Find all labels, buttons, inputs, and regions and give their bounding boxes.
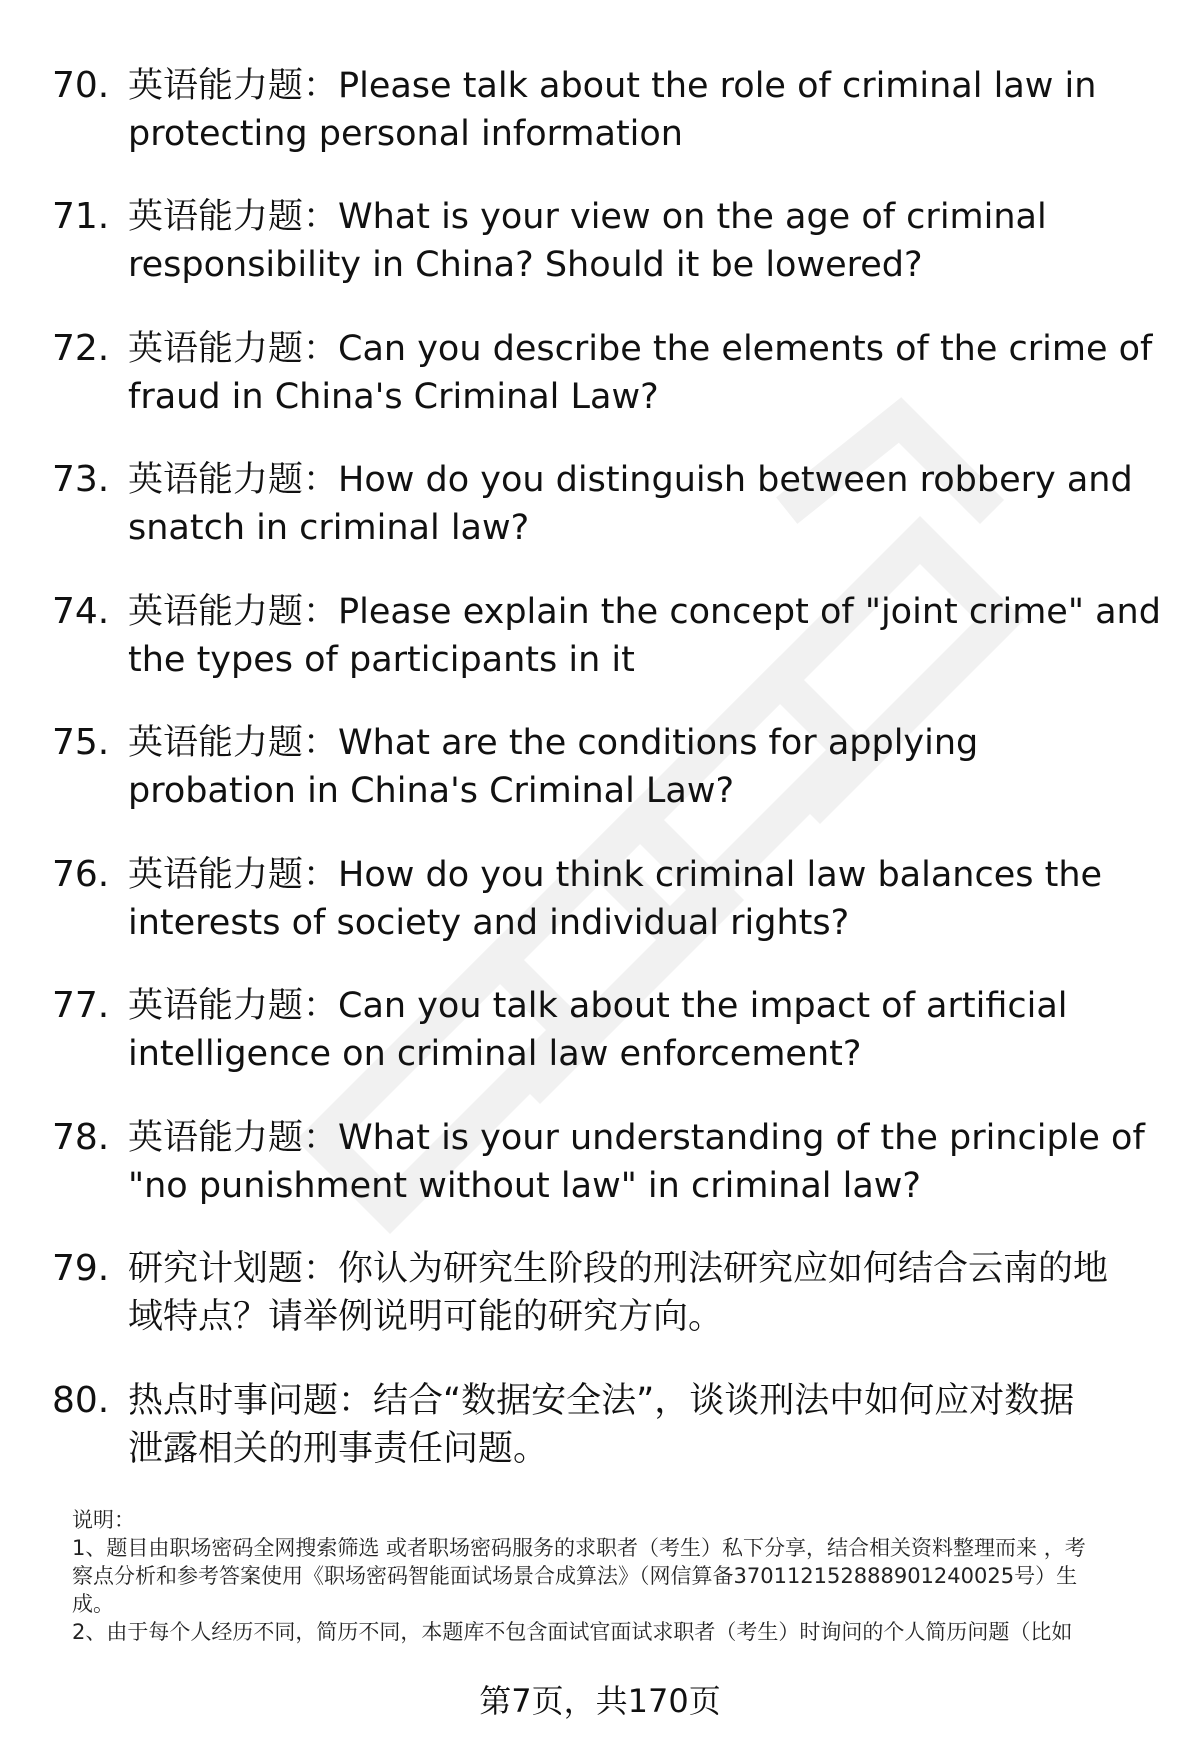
question-text	[128, 851, 1148, 947]
question-line: 泄露相关的刑事责任问题。	[128, 1429, 549, 1469]
question-line: 热点时事问题：结合“数据安全法”，谈谈刑法中如何应对数据	[128, 1381, 1075, 1421]
question-number: 73.	[52, 459, 110, 500]
question-line: 英语能力题：What is your view on the age of criminal	[128, 197, 1047, 237]
question-line: 英语能力题：Please explain the concept of "joint crime" and	[128, 592, 1161, 632]
question-text	[128, 1114, 1148, 1210]
page-number: 第7页，共170页	[479, 1682, 721, 1720]
question-number: 77.	[52, 985, 110, 1026]
question-line: interests of society and individual rights?	[128, 903, 850, 943]
question-line: 英语能力题：What is your understanding of the principle of	[128, 1118, 1145, 1158]
question-number: 75.	[52, 722, 110, 763]
question-text	[128, 193, 1148, 289]
question-line: 英语能力题：Please talk about the role of criminal law in	[128, 66, 1097, 106]
question-text	[128, 325, 1153, 421]
question-text	[128, 982, 1148, 1078]
question-line: 英语能力题：How do you distinguish between robbery and	[128, 460, 1133, 500]
question-number: 78.	[52, 1117, 110, 1158]
question-text	[128, 62, 1148, 158]
question-number: 72.	[52, 328, 110, 369]
notes-line: 2、由于每个人经历不同，简历不同，本题库不包含面试官面试求职者（考生）时询问的个人简历问题（比如	[72, 1620, 1073, 1644]
question-text	[128, 1377, 1148, 1473]
question-number: 80.	[52, 1380, 110, 1421]
question-line: fraud in China's Criminal Law?	[128, 377, 659, 417]
notes-section	[72, 1506, 1152, 1646]
question-text	[128, 588, 1161, 684]
question-line: 英语能力题：How do you think criminal law balances the	[128, 855, 1103, 895]
notes-heading: 说明：	[72, 1508, 135, 1532]
question-text	[128, 1245, 1148, 1341]
question-text	[128, 719, 1148, 815]
notes-line: 1、题目由职场密码全网搜索筛选 或者职场密码服务的求职者（考生）私下分享，结合相关资料整理而来 ，考	[72, 1536, 1086, 1560]
question-line: protecting personal information	[128, 114, 683, 154]
question-line: the types of participants in it	[128, 640, 635, 680]
question-line: 研究计划题：你认为研究生阶段的刑法研究应如何结合云南的地	[128, 1249, 1109, 1289]
question-line: snatch in criminal law?	[128, 508, 530, 548]
question-line: 英语能力题：Can you talk about the impact of artificial	[128, 986, 1068, 1026]
question-text	[128, 456, 1148, 552]
notes-line: 成。	[72, 1592, 114, 1616]
question-line: 英语能力题：What are the conditions for applying	[128, 723, 979, 763]
question-number: 79.	[52, 1248, 110, 1289]
question-number: 70.	[52, 65, 110, 106]
question-number: 76.	[52, 854, 110, 895]
question-line: probation in China's Criminal Law?	[128, 771, 735, 811]
question-line: 英语能力题：Can you describe the elements of the crime of	[128, 329, 1153, 369]
question-line: 域特点？请举例说明可能的研究方向。	[128, 1297, 724, 1337]
question-line: responsibility in China? Should it be lowered?	[128, 245, 923, 285]
question-number: 71.	[52, 196, 110, 237]
question-line: intelligence on criminal law enforcement?	[128, 1034, 862, 1074]
notes-line: 察点分析和参考答案使用《职场密码智能面试场景合成算法》（网信算备370112152888901240025号）生	[72, 1564, 1078, 1588]
question-number: 74.	[52, 591, 110, 632]
question-line: "no punishment without law" in criminal law?	[128, 1166, 921, 1206]
